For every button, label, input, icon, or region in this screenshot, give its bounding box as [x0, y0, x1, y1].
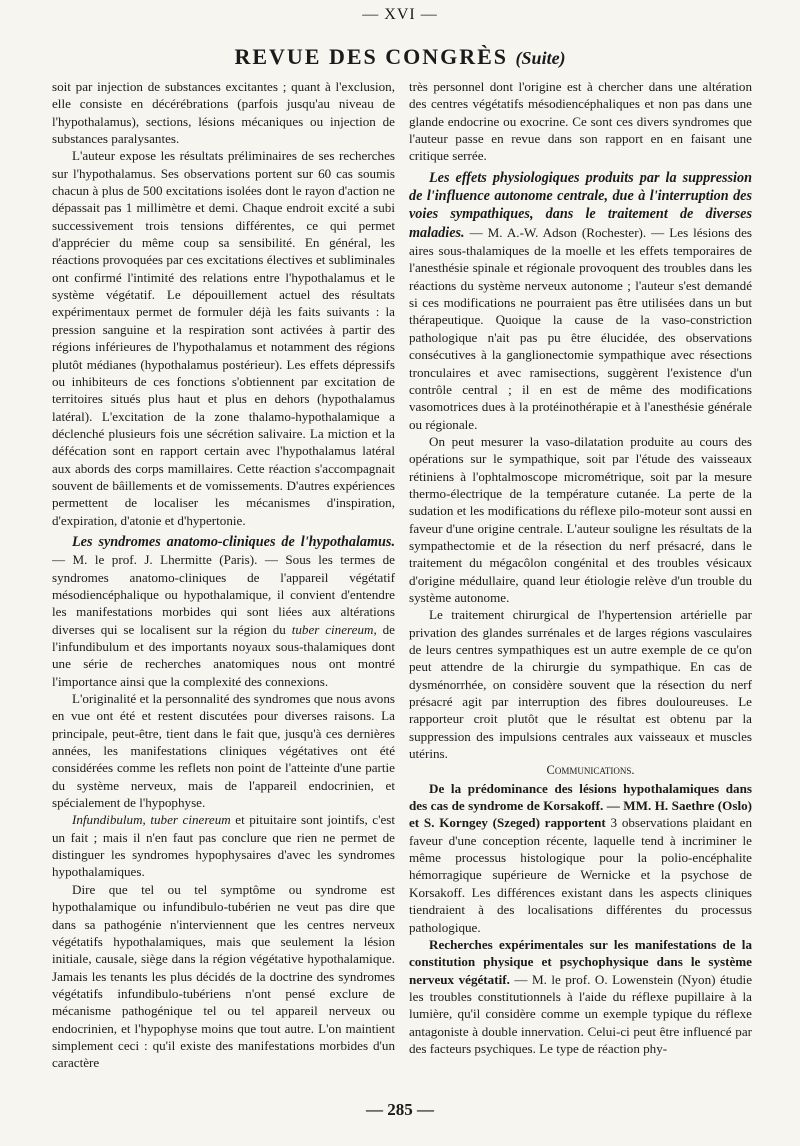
article-entry: [52, 533, 395, 690]
article-text: 3 observations plaidant en faveur d'une conception récente, laquelle tend à incriminer le même processus histologique pour la polio-encéphalite hémorragique supérieure de Wernicke et la psychose de Korsakoff. Les différences existant dans les aspects cliniques tiendraient à des localisations différentes du processus pathologique.: [409, 815, 753, 935]
italic-term: Infundibulum, tuber cinereum: [72, 812, 231, 828]
article-entry: [409, 936, 752, 1057]
paragraph: L'originalité et la personnalité des syndromes que nous avons en vue ont été et restent discutées pour diverses raisons. La principale, peut-être, tient dans le fait que, jusqu'à ces dernières années, les manifestations cliniques végétatives ont été considérées comme les reflets non point de l'atteinte d'une partie du système nerveux, mais de l'appareil endocrinien, et spécialement de l'hypophyse.: [52, 691, 395, 811]
journal-title: REVUE DES CONGRÈS: [234, 44, 509, 69]
paragraph: [52, 811, 395, 880]
paragraph: L'auteur expose les résultats préliminaires de ses recherches sur l'hypothalamus. Ses observations portent sur 60 cas soumis chacun à plus de 500 excitations isolées dont le rayon d'action ne dépassait pas 1 millimètre et demi. Chaque endroit excité a subi successivement trois tensions différentes, ce qui permet d'apprécier du même coup sa sensibilité. En général, les réactions provoquées par ces excitations électives et subliminales ont confirmé l'intimité des relations entre l'hypothalamus et le système végétatif. Le dépouillement actuel des résultats expérimentaux permet de formuler déjà les faits suivants : la pression sanguine et la respiration sont activées à partir des régions inférieures de l'hypothalamus et notamment des régions plutôt médianes (hypothalamus postérieur). Les effets dépressifs ou inhibiteurs de ces fonctions s'obtiennent par excitation de territoires situés plus haut et plus en dehors (hypothalamus latéral). L'excitation de la zone thalamo-hypothalamique a déclenché plusieurs fois une sécrétion salivaire. La miction et la défécation sont en rapport certain avec l'hypothalamus latéral aux abords des corps mamillaires. Cette réaction s'accompagnait souvent de bâillements et de vomissements. D'autres expériences permettent de localiser les mécanismes d'inspiration, d'expiration, d'atonie et d'hypertonie.: [52, 148, 395, 528]
article-text: de l'infundibulum et des importants noyaux sous-thalamiques dont une série de recherches anatomiques nous ont montré l'importance ainsi que la complexité des connexions.: [52, 621, 395, 689]
article-title: Les effets physiologiques produits par la suppression de l'influence autonome centrale, due à l'interruption des voies sympathiques, dans le traitement de diverses maladies.: [409, 169, 752, 241]
article-title: Recherches expérimentales sur les manifestations de la constitution physique et psychophysique dans le système nerveux végétatif.: [409, 936, 752, 987]
paragraph: très personnel dont l'origine est à chercher dans une altération des centres végétatifs mésodiencéphaliques et non pas dans une glande endocrine ou exocrine. Ce sont ces divers syndromes que l'auteur passe en revue dans son rapport en en faisant une critique serrée.: [409, 79, 752, 164]
article-text: — Sous les termes de syndromes anatomo-cliniques de l'appareil végétatif mésodiencéphalique ou hypothalamique, il convient d'entendre les manifestations morbides qui sont liées aux altérations diverses qui se localisent sur la région du: [52, 552, 395, 637]
article-title: Les syndromes anatomo-cliniques de l'hypothalamus.: [72, 533, 395, 550]
article-entry: [409, 780, 752, 936]
left-column: [52, 78, 395, 1072]
article-entry: [409, 169, 752, 433]
paragraph: Le traitement chirurgical de l'hypertension artérielle par privation des glandes surrénales et de larges régions vasculaires de leurs centres sympathiques est un autre exemple de ce qu'on peut attendre de la chirurgie du sympathique. En cas de dysménorrhée, on considère souvent que la résection du nerf présacré agit par interruption des fibres douloureuses. Le rapporteur croit plutôt que le résultat est obtenu par la suppression des impulsions centrales aux vaisseaux et muscles utérins.: [409, 607, 752, 762]
right-column: [409, 78, 752, 1057]
section-heading: Communications.: [546, 763, 635, 778]
suite-label: (Suite): [515, 48, 566, 68]
paragraph: Dire que tel ou tel symptôme ou syndrome est hypothalamique ou infundibulo-tubérien ne veut pas dire que dans sa pathogénie n'interviennent que les centres nerveux végétatifs hypothalamiques, mais que seulement la lésion initiale, causale, siège dans la région végétative hypothalamique. Jamais les tenants les plus décidés de la doctrine des syndromes végétatifs infundibulo-tubériens n'ont pensé exclure de mécanisme pathogénique tel ou tel appareil nerveux ou endocrinien, et l'hypophyse moins que tout autre. L'on maintient simplement ceci : qu'il existe des manifestations morbides d'un caractère: [52, 881, 395, 1071]
article-term: tuber cinereum,: [291, 621, 377, 637]
paragraph: On peut mesurer la vaso-dilatation produite au cours des opérations sur le sympathique, soit par l'étude des vaisseaux rétiniens à l'ophtalmoscope micrométrique, soit par la mesure thermo-électrique de la température cutanée. La perte de la sudation et les modifications du réflexe pilo-moteur sont aussi en faveur d'une origine centrale. L'auteur souligne les résultats de la sympathectomie et de la résection du nerf présacré, dans le traitement du mégacôlon congénital et des troubles vésicaux d'origine médullaire, quand leur étiologie relève d'un trouble du système autonome.: [409, 433, 752, 605]
running-head: [0, 44, 800, 70]
article-author: — M. le prof. J. Lhermitte (Paris).: [52, 552, 258, 568]
article-text: — M. le prof. O. Lowenstein (Nyon) étudie les troubles constitutionnels à l'aide du réflexe pupillaire à la lumière, qu'il considère comme un exemple typique du réflexe antagoniste à double innervation. Celui-ci peut être influencé par des facteurs psychiques. Le type de réaction phy-: [409, 971, 753, 1056]
roman-page-number: — XVI —: [362, 6, 438, 23]
article-text: (Rochester). — Les lésions des aires sous-thalamiques de la moelle et les effets temporaires de l'anesthésie spinale et régionale provoquent des troubles dans les réactions du système nerveux autonome ; l'auteur s'est demandé si ces modifications ne pourraient pas être utilisées dans un but thérapeutique. Quoique la cause de la vaso-constriction pathologique n'ait pas pu être élucidée, des observations consécutives à la ganglionectomie sympathique avec résections tronculaires et avec ramisections, suggèrent l'existence d'un contrôle central ; il en est de même des modifications vasomotrices dues à la protéinothérapie et à l'anesthésie générale ou régionale.: [409, 224, 752, 432]
paragraph: soit par injection de substances excitantes ; quant à l'exclusion, elle consiste en décérébrations (parfois jusqu'au niveau de l'hypothalamus), sections, lésions mécaniques ou injection de substances paralysantes.: [52, 79, 395, 147]
article-author: — M. A.-W. Adson: [469, 224, 577, 240]
page-number: — 285 —: [366, 1100, 434, 1119]
paragraph-text: et pituitaire sont jointifs, c'est un fait ; mais il n'en faut pas conclure que rien ne permet de distinguer les syndromes hypophysaires d'avec les syndromes hypothalamiques.: [52, 812, 395, 880]
article-title: De la prédominance des lésions hypothalamiques dans des cas de syndrome de Korsakoff. — MM. H. Saethre (Oslo) et S. Korngey (Szeged) rapportent: [409, 780, 752, 831]
